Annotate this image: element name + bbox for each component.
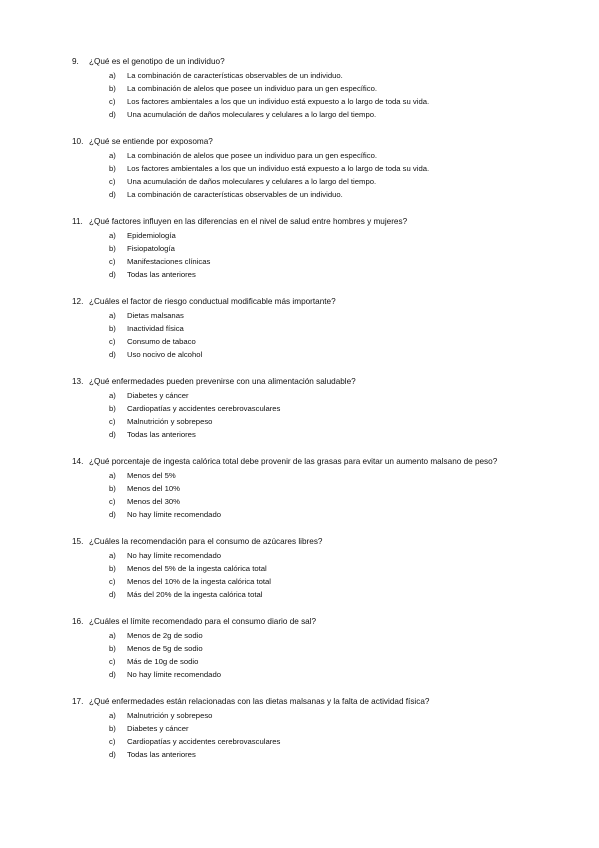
option-list — [72, 389, 572, 442]
question-text: ¿Qué enfermedades están relacionadas con las dietas malsanas y la falta de actividad física? — [89, 697, 430, 706]
option-text: No hay límite recomendado — [127, 670, 222, 680]
option-letter: d) — [109, 670, 116, 680]
option-letter: d) — [109, 430, 116, 440]
option-text: Manifestaciones clínicas — [127, 257, 211, 267]
option-text: La combinación de características observables de un individuo. — [127, 70, 343, 80]
question-line — [72, 215, 572, 228]
option-item — [72, 69, 572, 82]
question-line — [72, 535, 572, 548]
option-letter: a) — [109, 550, 116, 560]
option-item — [72, 335, 572, 348]
option-letter: b) — [109, 163, 116, 173]
option-letter: a) — [109, 710, 116, 720]
option-text: Una acumulación de daños moleculares y celulares a lo largo del tiempo. — [127, 110, 377, 120]
option-item — [72, 482, 572, 495]
option-text: Menos de 2g de sodio — [127, 630, 203, 640]
option-letter: a) — [109, 470, 116, 480]
option-letter: a) — [109, 150, 116, 160]
option-item — [72, 508, 572, 521]
option-item — [72, 402, 572, 415]
option-list — [72, 629, 572, 682]
option-item — [72, 95, 572, 108]
option-item — [72, 162, 572, 175]
question-number: 10. — [72, 137, 84, 146]
option-letter: b) — [109, 563, 116, 573]
option-item — [72, 735, 572, 748]
option-list — [72, 69, 572, 122]
question-line — [72, 135, 572, 148]
option-letter: b) — [109, 243, 116, 253]
question-15 — [72, 535, 572, 602]
option-item — [72, 188, 572, 201]
option-text: Menos de 5g de sodio — [127, 643, 203, 653]
option-text: Más de 10g de sodio — [127, 657, 199, 667]
option-text: Malnutrición y sobrepeso — [127, 710, 213, 720]
option-text: La combinación de características observables de un individuo. — [127, 190, 343, 200]
question-line — [72, 295, 572, 308]
option-text: No hay límite recomendado — [127, 510, 222, 520]
option-text: La combinación de alelos que posee un individuo para un gen específico. — [127, 150, 378, 160]
question-text: ¿Qué se entiende por exposoma? — [89, 137, 213, 146]
option-letter: d) — [109, 590, 116, 600]
option-list — [72, 149, 572, 202]
option-letter: c) — [109, 97, 116, 107]
question-9 — [72, 55, 572, 122]
option-letter: c) — [109, 177, 116, 187]
option-item — [72, 709, 572, 722]
option-letter: c) — [109, 417, 116, 427]
option-list — [72, 549, 572, 602]
question-text: ¿Cuáles el límite recomendado para el consumo diario de sal? — [89, 617, 317, 626]
option-item — [72, 242, 572, 255]
option-item — [72, 229, 572, 242]
option-letter: d) — [109, 510, 116, 520]
option-letter: c) — [109, 577, 116, 587]
option-letter: d) — [109, 110, 116, 120]
option-text: Fisiopatología — [127, 243, 175, 253]
option-item — [72, 415, 572, 428]
option-list — [72, 309, 572, 362]
option-letter: c) — [109, 737, 116, 747]
option-text: Menos del 5% — [127, 470, 176, 480]
option-item — [72, 108, 572, 121]
option-item — [72, 722, 572, 735]
question-11 — [72, 215, 572, 282]
option-item — [72, 348, 572, 361]
option-item — [72, 309, 572, 322]
option-text: Todas las anteriores — [127, 750, 196, 760]
option-text: Los factores ambientales a los que un individuo está expuesto a lo largo de toda su vida. — [127, 97, 430, 107]
option-letter: d) — [109, 750, 116, 760]
option-text: Menos del 10% — [127, 483, 180, 493]
question-text: ¿Cuáles el factor de riesgo conductual modificable más importante? — [89, 297, 336, 306]
option-item — [72, 82, 572, 95]
option-letter: a) — [109, 70, 116, 80]
option-item — [72, 549, 572, 562]
option-letter: c) — [109, 497, 116, 507]
option-text: Cardiopatías y accidentes cerebrovasculares — [127, 737, 281, 747]
option-text: Cardiopatías y accidentes cerebrovasculares — [127, 403, 281, 413]
question-line — [72, 615, 572, 628]
option-text: Más del 20% de la ingesta calórica total — [127, 590, 263, 600]
question-number: 15. — [72, 537, 84, 546]
question-17 — [72, 695, 572, 762]
question-text: ¿Cuáles la recomendación para el consumo de azúcares libres? — [89, 537, 323, 546]
question-line — [72, 695, 572, 708]
option-letter: d) — [109, 270, 116, 280]
question-number: 14. — [72, 457, 84, 466]
option-letter: c) — [109, 657, 116, 667]
option-item — [72, 149, 572, 162]
question-line — [72, 455, 572, 468]
option-text: Todas las anteriores — [127, 430, 196, 440]
option-list — [72, 229, 572, 282]
option-letter: b) — [109, 403, 116, 413]
question-number: 16. — [72, 617, 84, 626]
option-text: Uso nocivo de alcohol — [127, 350, 203, 360]
option-item — [72, 255, 572, 268]
option-letter: a) — [109, 630, 116, 640]
option-letter: a) — [109, 390, 116, 400]
question-number: 13. — [72, 377, 84, 386]
option-text: Malnutrición y sobrepeso — [127, 417, 213, 427]
option-text: La combinación de alelos que posee un individuo para un gen específico. — [127, 83, 378, 93]
option-text: Epidemiología — [127, 230, 176, 240]
option-text: Los factores ambientales a los que un individuo está expuesto a lo largo de toda su vida. — [127, 163, 430, 173]
option-text: Menos del 30% — [127, 497, 180, 507]
question-number: 11. — [72, 217, 83, 226]
option-letter: d) — [109, 190, 116, 200]
option-text: Todas las anteriores — [127, 270, 196, 280]
option-letter: a) — [109, 230, 116, 240]
question-number: 9. — [72, 57, 79, 66]
option-text: Dietas malsanas — [127, 310, 184, 320]
option-item — [72, 562, 572, 575]
option-item — [72, 588, 572, 601]
question-16 — [72, 615, 572, 682]
option-item — [72, 389, 572, 402]
question-14 — [72, 455, 572, 522]
option-letter: a) — [109, 310, 116, 320]
question-line — [72, 55, 572, 68]
question-text: ¿Qué porcentaje de ingesta calórica total debe provenir de las grasas para evitar un aumento malsano de peso? — [89, 457, 498, 466]
option-item — [72, 469, 572, 482]
option-text: Diabetes y cáncer — [127, 723, 189, 733]
option-item — [72, 668, 572, 681]
option-letter: b) — [109, 723, 116, 733]
question-number: 17. — [72, 697, 84, 706]
question-12 — [72, 295, 572, 362]
option-letter: b) — [109, 483, 116, 493]
option-item — [72, 495, 572, 508]
question-13 — [72, 375, 572, 442]
option-letter: c) — [109, 257, 116, 267]
option-text: Consumo de tabaco — [127, 337, 196, 347]
option-item — [72, 642, 572, 655]
option-list — [72, 709, 572, 762]
question-text: ¿Qué es el genotipo de un individuo? — [89, 57, 225, 66]
option-list — [72, 469, 572, 522]
option-item — [72, 655, 572, 668]
option-text: No hay límite recomendado — [127, 550, 222, 560]
option-text: Menos del 5% de la ingesta calórica total — [127, 563, 267, 573]
option-text: Inactividad física — [127, 323, 184, 333]
option-item — [72, 322, 572, 335]
question-number: 12. — [72, 297, 84, 306]
option-letter: b) — [109, 323, 116, 333]
option-letter: b) — [109, 643, 116, 653]
option-item — [72, 268, 572, 281]
question-10 — [72, 135, 572, 202]
option-item — [72, 428, 572, 441]
option-text: Diabetes y cáncer — [127, 390, 189, 400]
question-text: ¿Qué factores influyen en las diferencias en el nivel de salud entre hombres y mujeres? — [89, 217, 408, 226]
option-text: Menos del 10% de la ingesta calórica total — [127, 577, 272, 587]
option-item — [72, 575, 572, 588]
option-letter: b) — [109, 83, 116, 93]
option-text: Una acumulación de daños moleculares y celulares a lo largo del tiempo. — [127, 177, 377, 187]
question-text: ¿Qué enfermedades pueden prevenirse con una alimentación saludable? — [89, 377, 356, 386]
option-item — [72, 175, 572, 188]
option-letter: d) — [109, 350, 116, 360]
option-item — [72, 748, 572, 761]
option-letter: c) — [109, 337, 116, 347]
question-line — [72, 375, 572, 388]
option-item — [72, 629, 572, 642]
